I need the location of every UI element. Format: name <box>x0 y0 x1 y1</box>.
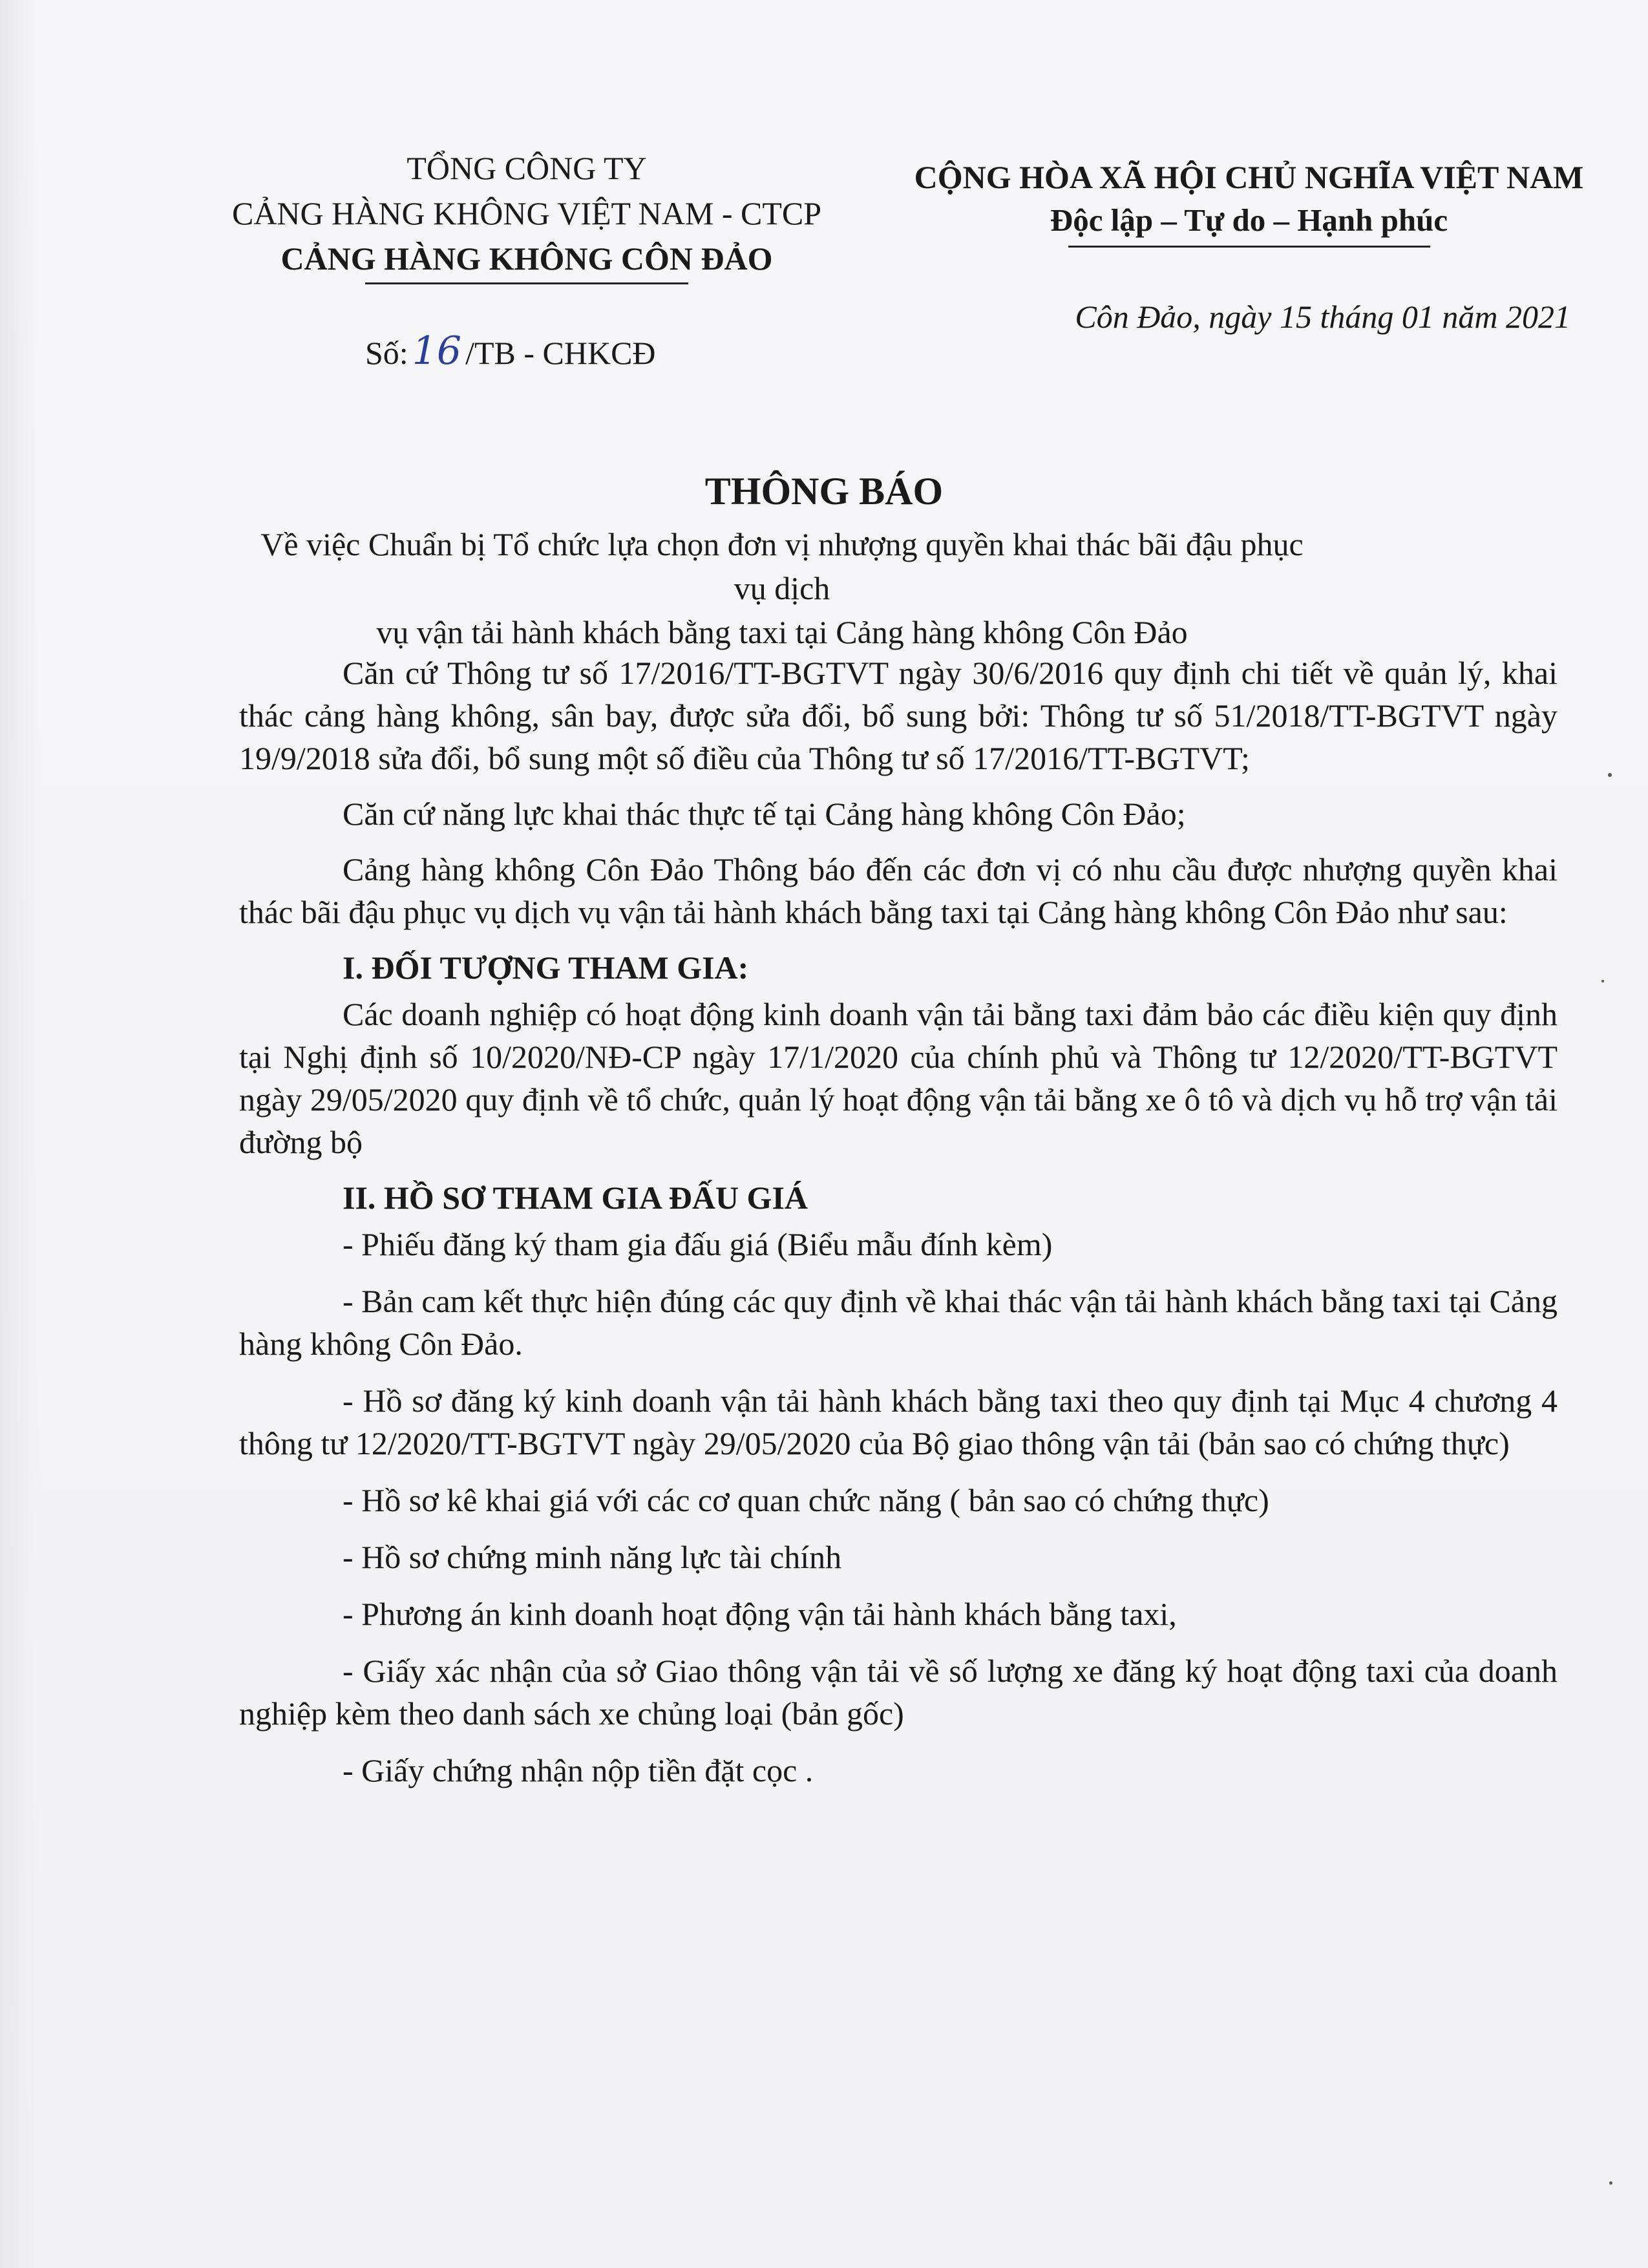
section-1-text: Các doanh nghiệp có hoạt động kinh doanh vận tải bằng taxi đảm bảo các điều kiện quy định tại Nghị định số 10/2020/NĐ-CP ngày 17/1/2020 của chính phủ và Thông tư 12/2020/TT-BGTVT ngày 29/05/2020 quy định về tổ chức, quản lý hoạt động vận tải bằng xe ô tô và dịch vụ hỗ trợ vận tải đường bộ <box>239 996 1558 1160</box>
subtitle-line-1: Về việc Chuẩn bị Tổ chức lựa chọn đơn vị nhượng quyền khai thác bãi đậu phục vụ dịch <box>260 526 1304 606</box>
list-item: - Hồ sơ đăng ký kinh doanh vận tải hành khách bằng taxi theo quy định tại Mục 4 chương 4 thông tư 12/2020/TT-BGTVT ngày 29/05/2020 của Bộ giao thông vận tải (bản sao có chứng thực) <box>239 1383 1558 1461</box>
scan-speck <box>1609 2181 1612 2185</box>
doc-number-handwritten: 16 <box>412 328 462 374</box>
issuing-agency-header <box>162 145 892 284</box>
document-subtitle <box>246 522 1318 654</box>
scan-edge-shadow <box>0 0 39 2268</box>
list-item: - Phương án kinh doanh hoạt động vận tải hành khách bằng taxi, <box>343 1596 1177 1632</box>
section-2-heading: II. HỒ SƠ THAM GIA ĐẤU GIÁ <box>343 1180 808 1216</box>
doc-number-suffix: /TB - CHKCĐ <box>465 335 656 371</box>
doc-number-prefix: Số: <box>365 335 408 371</box>
agency-line-1: TỔNG CÔNG TY <box>407 150 647 186</box>
national-header <box>869 155 1629 248</box>
document-number <box>365 328 656 376</box>
list-item: - Hồ sơ chứng minh năng lực tài chính <box>343 1539 842 1575</box>
national-title: CỘNG HÒA XÃ HỘI CHỦ NGHĨA VIỆT NAM <box>914 159 1584 195</box>
paragraph-legal-basis-1: Căn cứ Thông tư số 17/2016/TT-BGTVT ngày 30/6/2016 quy định chi tiết về quản lý, khai thác cảng hàng không, sân bay, được sửa đổi, bổ sung bởi: Thông tư số 51/2018/TT-BGTVT ngày 19/9/2018 sửa đổi, bổ sung một số điều của Thông tư số 17/2016/TT-BGTVT; <box>239 655 1558 776</box>
list-item: - Hồ sơ kê khai giá với các cơ quan chức năng ( bản sao có chứng thực) <box>343 1482 1269 1518</box>
document-body <box>239 652 1558 1806</box>
scan-speck <box>1601 980 1604 982</box>
motto-underline <box>1068 246 1430 248</box>
scan-speck <box>1608 773 1612 777</box>
list-item: - Giấy xác nhận của sở Giao thông vận tải về số lượng xe đăng ký hoạt động taxi của doanh nghiệp kèm theo danh sách xe chủng loại (bản gốc) <box>239 1653 1558 1732</box>
document-title: THÔNG BÁO <box>704 470 944 513</box>
agency-line-2: CẢNG HÀNG KHÔNG VIỆT NAM - CTCP <box>231 195 822 231</box>
section-1-heading: I. ĐỐI TƯỢNG THAM GIA: <box>343 949 749 986</box>
paragraph-legal-basis-2: Căn cứ năng lực khai thác thực tế tại Cảng hàng không Côn Đảo; <box>343 796 1186 832</box>
agency-line-3: CẢNG HÀNG KHÔNG CÔN ĐẢO <box>280 240 773 277</box>
agency-underline <box>365 282 688 284</box>
list-item: - Phiếu đăng ký tham gia đấu giá (Biểu mẫu đính kèm) <box>343 1226 1053 1262</box>
list-item: - Giấy chứng nhận nộp tiền đặt cọc . <box>343 1752 814 1788</box>
national-motto: Độc lập – Tự do – Hạnh phúc <box>1050 202 1448 238</box>
paragraph-announcement: Cảng hàng không Côn Đảo Thông báo đến các đơn vị có nhu cầu được nhượng quyền khai thác bãi đậu phục vụ dịch vụ vận tải hành khách bằng taxi tại Cảng hàng không Côn Đảo như sau: <box>239 851 1558 930</box>
date-line: Côn Đảo, ngày 15 tháng 01 năm 2021 <box>1075 299 1570 335</box>
subtitle-line-2: vụ vận tải hành khách bằng taxi tại Cảng hàng không Côn Đảo <box>376 614 1188 650</box>
list-item: - Bản cam kết thực hiện đúng các quy định về khai thác vận tải hành khách bằng taxi tại Cảng hàng không Côn Đảo. <box>239 1283 1558 1362</box>
